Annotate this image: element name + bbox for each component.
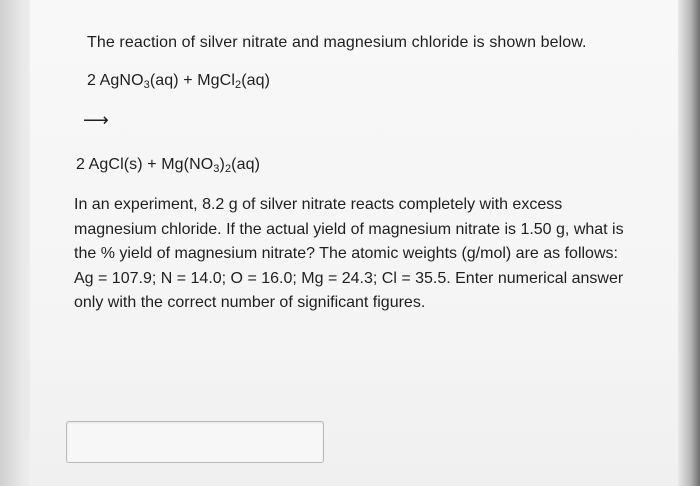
photo-frame-left-edge [0, 0, 30, 486]
products-part: 2 AgCl(s) + Mg(NO [76, 156, 214, 173]
question-body-line: magnesium chloride. If the actual yield of magnesium nitrate is 1.50 g, what is [74, 220, 624, 238]
question-card [30, 0, 678, 486]
question-body-line: In an experiment, 8.2 g of silver nitrate reacts completely with excess [74, 196, 563, 213]
question-body-line: the % yield of magnesium nitrate? The atomic weights (g/mol) are as follows: [74, 245, 618, 263]
products-subscript: 3 [213, 163, 220, 175]
reactants-part: (aq) [241, 72, 271, 89]
reactants-equation [87, 71, 270, 91]
products-subscript: 2 [224, 163, 232, 175]
products-part: ) [219, 156, 225, 173]
reactants-part: (aq) + MgCl [149, 72, 235, 89]
products-equation [76, 155, 260, 175]
question-body-line: only with the correct number of significant figures. [74, 294, 426, 312]
answer-input[interactable] [66, 421, 324, 463]
question-intro: The reaction of silver nitrate and magnesium chloride is shown below. [87, 34, 587, 51]
question-body [74, 193, 694, 316]
reactants-subscript: 2 [234, 79, 242, 91]
question-body-line: Ag = 107.9; N = 14.0; O = 16.0; Mg = 24.3; Cl = 35.5. Enter numerical answer [74, 269, 624, 287]
reaction-arrow-icon: ⟶ [83, 110, 109, 130]
reactants-part: 2 AgNO [87, 72, 144, 89]
products-part: (aq) [231, 156, 261, 173]
reactants-subscript: 3 [143, 79, 150, 91]
